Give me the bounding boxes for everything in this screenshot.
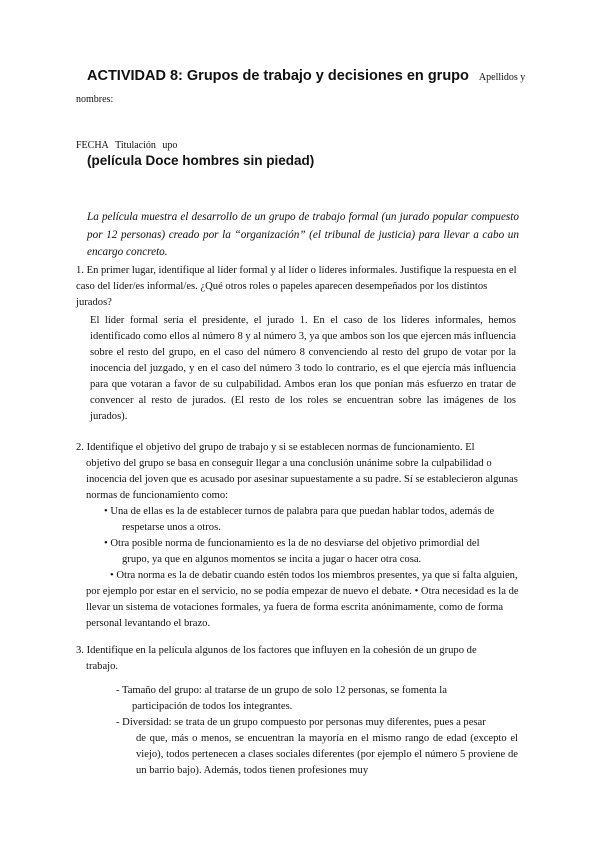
grupo-label: upo (162, 140, 178, 151)
question-1: 1. En primer lugar, identifique al líder formal y al líder o líderes informales. Justifique la respuesta en el caso del líder/es informal/es. ¿Qué otros roles o papeles aparecen desempeñados por los distintos jurados? (76, 265, 517, 308)
names-label-part2: nombres: (76, 94, 114, 105)
question-3-text: 3. Identifique en la película algunos de los factores que influyen en la cohesión de un grupo de (76, 645, 477, 656)
fecha-label: FECHA (76, 140, 109, 151)
bullet-1-cont: respetarse unos a otros. (122, 522, 221, 533)
question-3 (76, 643, 522, 675)
question-2 (76, 440, 522, 632)
bullet-2-cont: grupo, ya que en algunos momentos se incita a jugar o hacer otra cosa. (122, 554, 422, 565)
meta-line (76, 140, 181, 151)
question-2-text: 2. Identifique el objetivo del grupo de trabajo y si se establecen normas de funcionamiento. El (76, 442, 475, 453)
intro-paragraph: La película muestra el desarrollo de un grupo de trabajo formal (un jurado popular compuesto por 12 personas) creado por la “organización” (el tribunal de justicia) para llevar a cabo un encargo concreto. (87, 211, 519, 258)
bullet-3: • Otra norma es la de debatir cuando estén todos los miembros presentes, ya que si falta alguien, por ejemplo por estar en el servicio, no se podía empezar de nuevo el debate. • Otra necesidad es la de llevar un sistema de votaciones formales, ya fuera de forma escrita anónimamente, como de forma personal levantando el brazo. (86, 570, 519, 629)
factor-2-cont: de que, más o menos, se encuentran la mayoría en el mismo rango de edad (excepto el viejo), todos pertenecen a clases sociales diferentes (por ejemplo el número 5 proviene de un barrio bajo). Además, todos tienen profesiones muy (136, 733, 518, 776)
film-subtitle: (película Doce hombres sin piedad) (87, 153, 315, 168)
names-label-part1: Apellidos y (478, 72, 526, 83)
activity-title: ACTIVIDAD 8: Grupos de trabajo y decisiones en grupo (87, 68, 469, 84)
title-line (87, 67, 525, 85)
factor-1-cont: participación de todos los integrantes. (132, 701, 293, 712)
answer-1: El líder formal sería el presidente, el jurado 1. En el caso de los líderes informales, hemos identificado como ellos al número 8 y al número 3, ya que ambos son los que ejercen más influencia sobre el resto del grupo, en el caso del número 8 convenciendo al resto del grupo de votar por la inocencia del juzgado, y en el caso del número 3 todo lo contrario, es el que ejercía más influencia para que votaran a favor de su culpabilidad. Ambos eran los que ponían más esfuerzo en tratar de convencer al resto de jurados. (El resto de los roles se encuentran sobre las imágenes de los jurados). (90, 315, 516, 422)
factor-2 (116, 715, 518, 779)
question-3-text-cont: trabajo. (86, 661, 119, 672)
factor-2-text: - Diversidad: se trata de un grupo compuesto por personas muy diferentes, pues a pesar (116, 717, 486, 728)
factor-1 (116, 683, 516, 715)
bullet-2: • Otra posible norma de funcionamiento es la de no desviarse del objetivo primordial del (104, 538, 480, 549)
factor-1-text: - Tamaño del grupo: al tratarse de un grupo de solo 12 personas, se fomenta la (116, 685, 447, 696)
bullet-1: • Una de ellas es la de establecer turnos de palabra para que puedan hablar todos, además de (104, 506, 495, 517)
titulacion-label: Titulación (115, 140, 156, 151)
question-2-body: objetivo del grupo se basa en conseguir llegar a una conclusión unánime sobre la culpabilidad o inocencia del joven que es acusado por asesinar supuestamente a su padre. Sí se establecieron algunas normas de funcionamiento como: (86, 458, 518, 501)
